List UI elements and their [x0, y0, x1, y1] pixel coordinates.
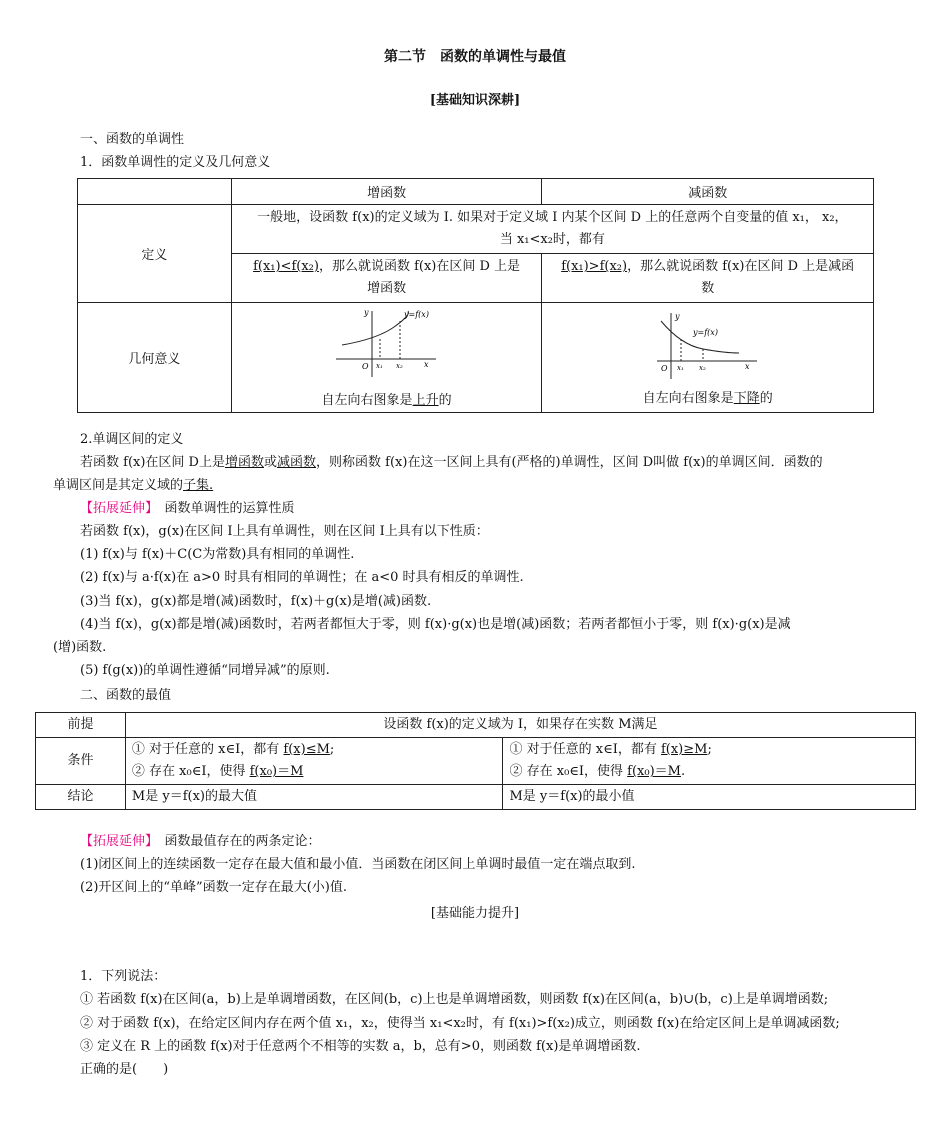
increasing-condition: f(x₁)<f(x₂) — [253, 259, 319, 274]
exercise-statement-1: ① 若函数 f(x)在区间(a，b)上是单调增函数，在区间(b，c)上也是单调增函数，则函数 f(x)在区间(a，b)∪(b，c)上是单调增函数; — [80, 992, 829, 1007]
decreasing-rest-2: 数 — [701, 281, 715, 296]
function-label: y=f(x) — [403, 310, 429, 319]
property-item: (2) f(x)与 a·f(x)在 a>0 时具有相同的单调性；在 a<0 时具有相反的单调性. — [80, 570, 524, 585]
row-label-premise: 前提 — [36, 713, 126, 738]
property-item: (3)当 f(x)，g(x)都是增(减)函数时，f(x)＋g(x)是增(减)函数. — [80, 594, 432, 609]
increasing-caption: 自左向右图象是上升的 — [321, 393, 452, 408]
conclusion-item: (1)闭区间上的连续函数一定存在最大值和最小值．当函数在闭区间上单调时最值一定在端点取到. — [80, 857, 636, 872]
extension-block-1 — [80, 499, 295, 519]
exercise-statement-3: ③ 定义在 R 上的函数 f(x)对于任意两个不相等的实数 a，b，总有>0，则函数 f(x)是单调增函数. — [80, 1039, 641, 1054]
min-conditions-cell: ① 对于任意的 x∈I，都有 f(x)≥M; ② 存在 x₀∈I，使得 f(x₀)＝M. — [503, 738, 916, 785]
definition-line-2: 当 x₁<x₂时，都有 — [499, 232, 605, 247]
extension-intro: 若函数 f(x)，g(x)在区间 I上具有单调性，则在区间 I上具有以下性质： — [80, 524, 489, 539]
origin-label: O — [361, 362, 369, 371]
definition-common-cell — [231, 205, 873, 254]
extension-title: 函数单调性的运算性质 — [164, 501, 295, 516]
row-label-geometry: 几何意义 — [78, 303, 232, 413]
max-conditions-cell: ① 对于任意的 x∈I，都有 f(x)≤M; ② 存在 x₀∈I，使得 f(x₀)＝M — [125, 738, 503, 785]
increasing-graph — [332, 307, 442, 379]
extension-block-2 — [80, 832, 321, 852]
extension-tag: 【拓展延伸】 — [80, 834, 152, 849]
property-item: (5) f(g(x))的单调性遵循“同增异减”的原则. — [80, 663, 330, 678]
row-label-conclusion: 结论 — [36, 785, 126, 810]
definition-line-1: 一般地，设函数 f(x)的定义域为 I. 如果对于定义域 I 内某个区间 D 上的任意两个自变量的值 x₁， x₂， — [257, 210, 848, 225]
x-axis-label: x — [744, 362, 750, 371]
conclusion-item: (2)开区间上的“单峰”函数一定存在最大(小)值. — [80, 880, 347, 895]
subheading-interval: 2.单调区间的定义 — [80, 432, 184, 447]
exercise-answer-prompt: 正确的是( ) — [80, 1062, 169, 1077]
origin-label: O — [660, 364, 668, 373]
geometry-decreasing-cell — [542, 303, 874, 413]
section-heading-monotonicity: 一、函数的单调性 — [80, 132, 185, 147]
increasing-rest: ，那么就说函数 f(x)在区间 D 上是 — [318, 259, 521, 274]
x1-label: x₁ — [676, 364, 684, 372]
decreasing-caption: 自左向右图象是下降的 — [642, 391, 773, 406]
min-conclusion: M是 y＝f(x)的最小值 — [503, 785, 916, 810]
page-title: 第二节 函数的单调性与最值 — [384, 49, 566, 65]
decreasing-rest: ，那么就说函数 f(x)在区间 D 上是减函 — [627, 259, 855, 274]
x-axis-label: x — [423, 360, 429, 369]
definition-decreasing-cell — [542, 254, 874, 303]
property-item: (4)当 f(x)，g(x)都是增(减)函数时，若两者都恒大于零，则 f(x)·g(x)也是增(减)函数；若两者都恒小于零，则 f(x)·g(x)是减 — [80, 617, 791, 632]
section-subtitle: [基础知识深耕] — [429, 93, 521, 108]
x1-label: x₁ — [375, 362, 383, 370]
subheading-definition: 1．函数单调性的定义及几何意义 — [80, 155, 271, 170]
definition-increasing-cell — [231, 254, 542, 303]
exercise-statement-2: ② 对于函数 f(x)，在给定区间内存在两个值 x₁，x₂，使得当 x₁<x₂时，有 f(x₁)>f(x₂)成立，则函数 f(x)在给定区间上是单调减函数; — [80, 1016, 840, 1031]
exercise-question: 1．下列说法： — [80, 969, 167, 984]
table-corner-cell — [78, 179, 232, 205]
row-label-definition: 定义 — [78, 205, 232, 303]
x2-label: x₂ — [698, 364, 706, 372]
header-increasing: 增函数 — [231, 179, 542, 205]
row-label-condition: 条件 — [36, 738, 126, 785]
interval-paragraph-1: 若函数 f(x)在区间 D上是增函数或减函数，则称函数 f(x)在这一区间上具有(严格的)单调性，区间 D叫做 f(x)的单调区间．函数的 — [80, 455, 823, 470]
property-item: (1) f(x)与 f(x)＋C(C为常数)具有相同的单调性. — [80, 547, 355, 562]
increasing-rest-2: 增函数 — [367, 281, 407, 296]
max-conclusion: M是 y＝f(x)的最大值 — [125, 785, 503, 810]
y-axis-label: y — [363, 308, 369, 317]
y-axis-label: y — [674, 312, 680, 321]
ability-title: [基础能力提升] — [430, 906, 520, 921]
decreasing-condition: f(x₁)>f(x₂) — [561, 259, 628, 274]
x2-label: x₂ — [395, 362, 403, 370]
monotonicity-table — [77, 178, 874, 413]
extrema-table — [35, 712, 916, 810]
header-decreasing: 减函数 — [542, 179, 874, 205]
extension-tag: 【拓展延伸】 — [80, 501, 152, 516]
extension-title: 函数最值存在的两条定论： — [164, 834, 321, 849]
interval-paragraph-2: 单调区间是其定义域的子集. — [53, 478, 214, 493]
section-heading-extrema: 二、函数的最值 — [80, 688, 172, 703]
function-label: y=f(x) — [692, 328, 718, 337]
property-item-continued: (增)函数. — [53, 640, 107, 655]
premise-text: 设函数 f(x)的定义域为 I，如果存在实数 M满足 — [125, 713, 915, 738]
decreasing-graph — [653, 309, 763, 381]
geometry-increasing-cell — [231, 303, 542, 413]
